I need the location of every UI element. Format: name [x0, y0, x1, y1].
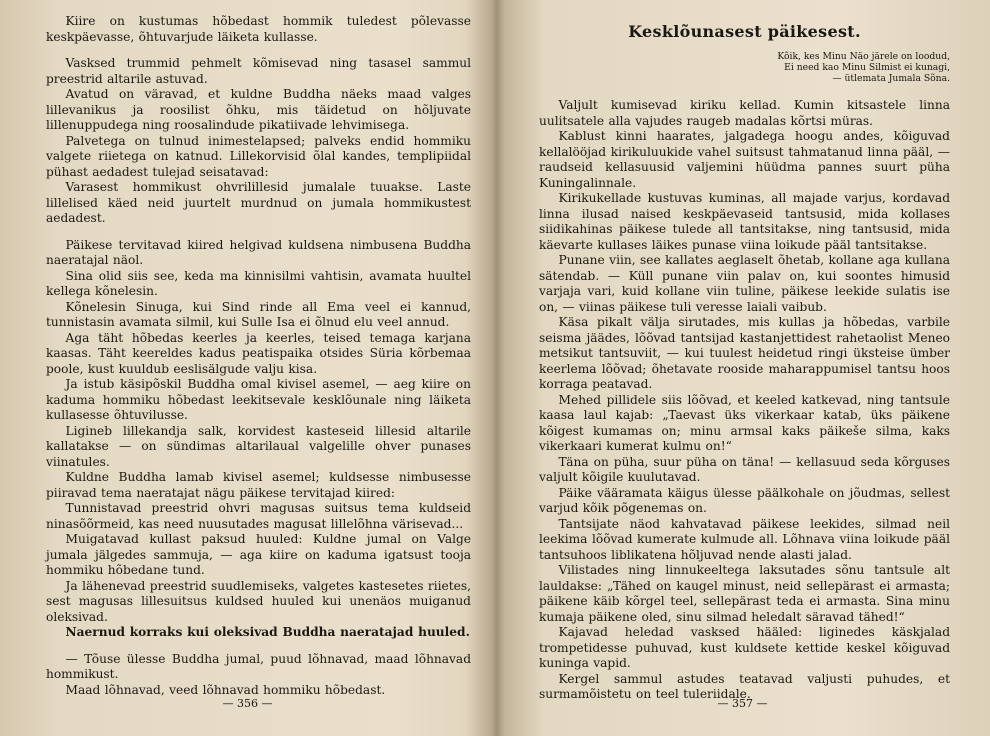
paragraph: Tunnistavad preestrid ohvri magusas suitsus tema kuldseid ninasõõrmeid, kas need nuusutades magusat lillelõhna värisevad...: [46, 501, 471, 531]
paragraph: Varasest hommikust ohvrilillesid jumalale tuuakse. Laste lillelised käed neid juurtelt murdnud on jumala hommikustest aedadest.: [46, 180, 471, 225]
paragraph: Kablust kinni haarates, jalgadega hoogu andes, kõiguvad kellalööjad kirikuluukide vahel suitsust tahmatanud linna pääl, — raudseid kellasuusid valjemini hüüdma pannes suurt püha Kuningalinnale.: [539, 129, 950, 190]
paragraph: Valjult kumisevad kiriku kellad. Kumin kitsastele linna uulitsatele alla vajudes raugeb madalas kõrtsi müras.: [539, 98, 950, 128]
paragraph: Ligineb lillekandja salk, korvidest kasteseid lillesid altarile kallatakse — on sündimas altarilaual valgelille ohver punases viinatules.: [46, 423, 471, 469]
right-page: [495, 0, 990, 736]
paragraph: Täna on püha, suur püha on täna! — kellasuud seda kõrguses valjult kõigile kuulutavad.: [539, 454, 950, 484]
paragraph: Maad lõhnavad, veed lõhnavad hommiku hõbedast.: [65, 682, 386, 697]
paragraph: Kergel sammul astudes teatavad valjusti puhudes, et surmamõistetu on teel tuleriidale.: [539, 671, 950, 701]
page-number: — 357 —: [717, 697, 768, 710]
paragraph: Kirikukellade kustuvas kuminas, all majade varjus, kordavad linna ilusad naised keskpäevaseid tantsusid, mida kollases siidikahinas päikese tulede all tantsitakse, ning tantsusid, mida käevarte kullases läikes punase viina loikude pääl tantsitakse.: [539, 191, 950, 252]
paragraph: Avatud on väravad, et kuldne Buddha näeks maad valges lillevanikus ja roosilist õhku, mis täidetud on hõljuvate lillenuppudega ning roosalindude pikatiivade lehvimisega.: [46, 87, 471, 132]
paragraph: Vasksed trummid pehmelt kõmisevad ning tasasel sammul preestrid altarile astuvad.: [46, 56, 471, 86]
paragraph: Punane viin, see kallates aeglaselt õhetab, kollane aga kullana sätendab. — Küll punane viin palav on, kui soontes himusid varjaja vari, kuid kollane viin tuline, päikese leekide sulatis ise on, — viinas päikese tuli veresse laiali vaibub.: [539, 253, 950, 314]
paragraph: Kuldne Buddha lamab kivisel asemel; kuldsesse nimbusesse piiravad tema naeratajat nägu päikese tervitajad kiired:: [46, 470, 471, 500]
paragraph: Naernud korraks kui oleksivad Buddha naeratajad huuled.: [65, 625, 470, 639]
paragraph: Sina olid siis see, keda ma kinnisilmi vahtisin, avamata huultel kellega kõnelesin.: [46, 268, 471, 298]
paragraph: Kõnelesin Sinuga, kui Sind rinde all Ema veel ei kannud, tunnistasin avamata silmil, kui Sulle Isa ei õlnud elu veel annud.: [46, 299, 471, 329]
paragraph: Tantsijate näod kahvatavad päikese leekides, silmad neil leekima lõõvad kumerate kulmude all. Lõhnava viina loikude pääl tantsuhoos liblikatena hõljuvad nende alasti jalad.: [539, 516, 950, 562]
paragraph: — Tõuse ülesse Buddha jumal, puud lõhnavad, maad lõhnavad hommikust.: [46, 651, 471, 681]
epigraph-line: Kõik, kes Minu Näo järele on loodud,: [777, 51, 950, 62]
epigraph: [739, 51, 950, 84]
paragraph: Kiire on kustumas hõbedast hommik tuledest põlevasse keskpäevasse, õhtuvarjude läiketa kullasse.: [46, 14, 471, 44]
epigraph-line: Ei need kao Minu Silmist ei kunagi,: [784, 62, 950, 73]
paragraph: Aga täht hõbedas keerles ja keerles, teised temaga karjana kaasas. Täht keereldes kadus peatispaika otsides Süria kõrbemaa poole, kust kuuldub eeslisälgude valju kisa.: [46, 330, 471, 376]
paragraph: Vilistades ning linnukeeltega laksutades sõnu tantsule alt lauldakse: „Tähed on kaugel minust, neid sellepärast ei armasta; päikene käib kõrgel teel, sellepärast teda ei armasta. Sina minu kumaja päikene oled, sinu silmad heledalt säravad tähed!“: [539, 563, 950, 624]
paragraph: Muigatavad kullast paksud huuled: Kuldne jumal on Valge jumala jälgedes sammuja, — aga kiire on kaduma igatsust tooja hommiku hõbedane tund.: [46, 532, 471, 577]
paragraph: Kajavad heledad vasksed hääled: liginedes käskjalad trompetidesse puhuvad, kust kuldsete kettide keskel kõiguvad kuninga vapid.: [539, 625, 950, 670]
paragraph: Palvetega on tulnud inimestelapsed; palveks endid hommiku valgete riietega on katnud. Lillekorvisid õlal kandes, templipiidal pühast aedadest tulejad seisatavad:: [46, 133, 471, 179]
paragraph: Päike vääramata käigus ülesse päälkohale on jõudmas, sellest varjud kõik põgenemas on.: [539, 485, 950, 515]
chapter-title: Kesklõunasest päikesest.: [628, 22, 861, 41]
paragraph: Ja istub käsipõskil Buddha omal kivisel asemel, — aeg kiire on kaduma hommiku hõbedast leekitsevale kesklõunale ning läiketa kullasesse õhtuvilusse.: [46, 377, 471, 422]
paragraph: Käsa pikalt välja sirutades, mis kullas ja hõbedas, varbile seisma jäädes, lõõvad tantsijad kastanjettidest rahetaolist Meneo metsikut tantsuviit, — kui tuulest heidetud ringi üksteise ümber keerlema lõõvad; õhetavate rooside maharappumisel tantsu hoos korraga peatavad.: [539, 315, 950, 391]
epigraph-line: — ütlemata Jumala Sõna.: [832, 73, 950, 84]
paragraph: Mehed pillidele siis lõõvad, et keeled katkevad, ning tantsule kaasa laul kajab: „Taevast üks vikerkaar katab, üks päikene kõigest kumamas on; minu armsal kaks päikeše silma, kaks vikerkaari kumerat kulmu on!“: [539, 392, 950, 453]
paragraph: Päikese tervitavad kiired helgivad kuldsena nimbusena Buddha naeratajal näol.: [46, 237, 471, 267]
page-number: — 356 —: [222, 697, 273, 710]
paragraph: Ja lähenevad preestrid suudlemiseks, valgetes kastesetes riietes, sest magusas lillesuitsus kuldsed huuled kui unenäos muiganud oleksivad.: [46, 578, 471, 624]
